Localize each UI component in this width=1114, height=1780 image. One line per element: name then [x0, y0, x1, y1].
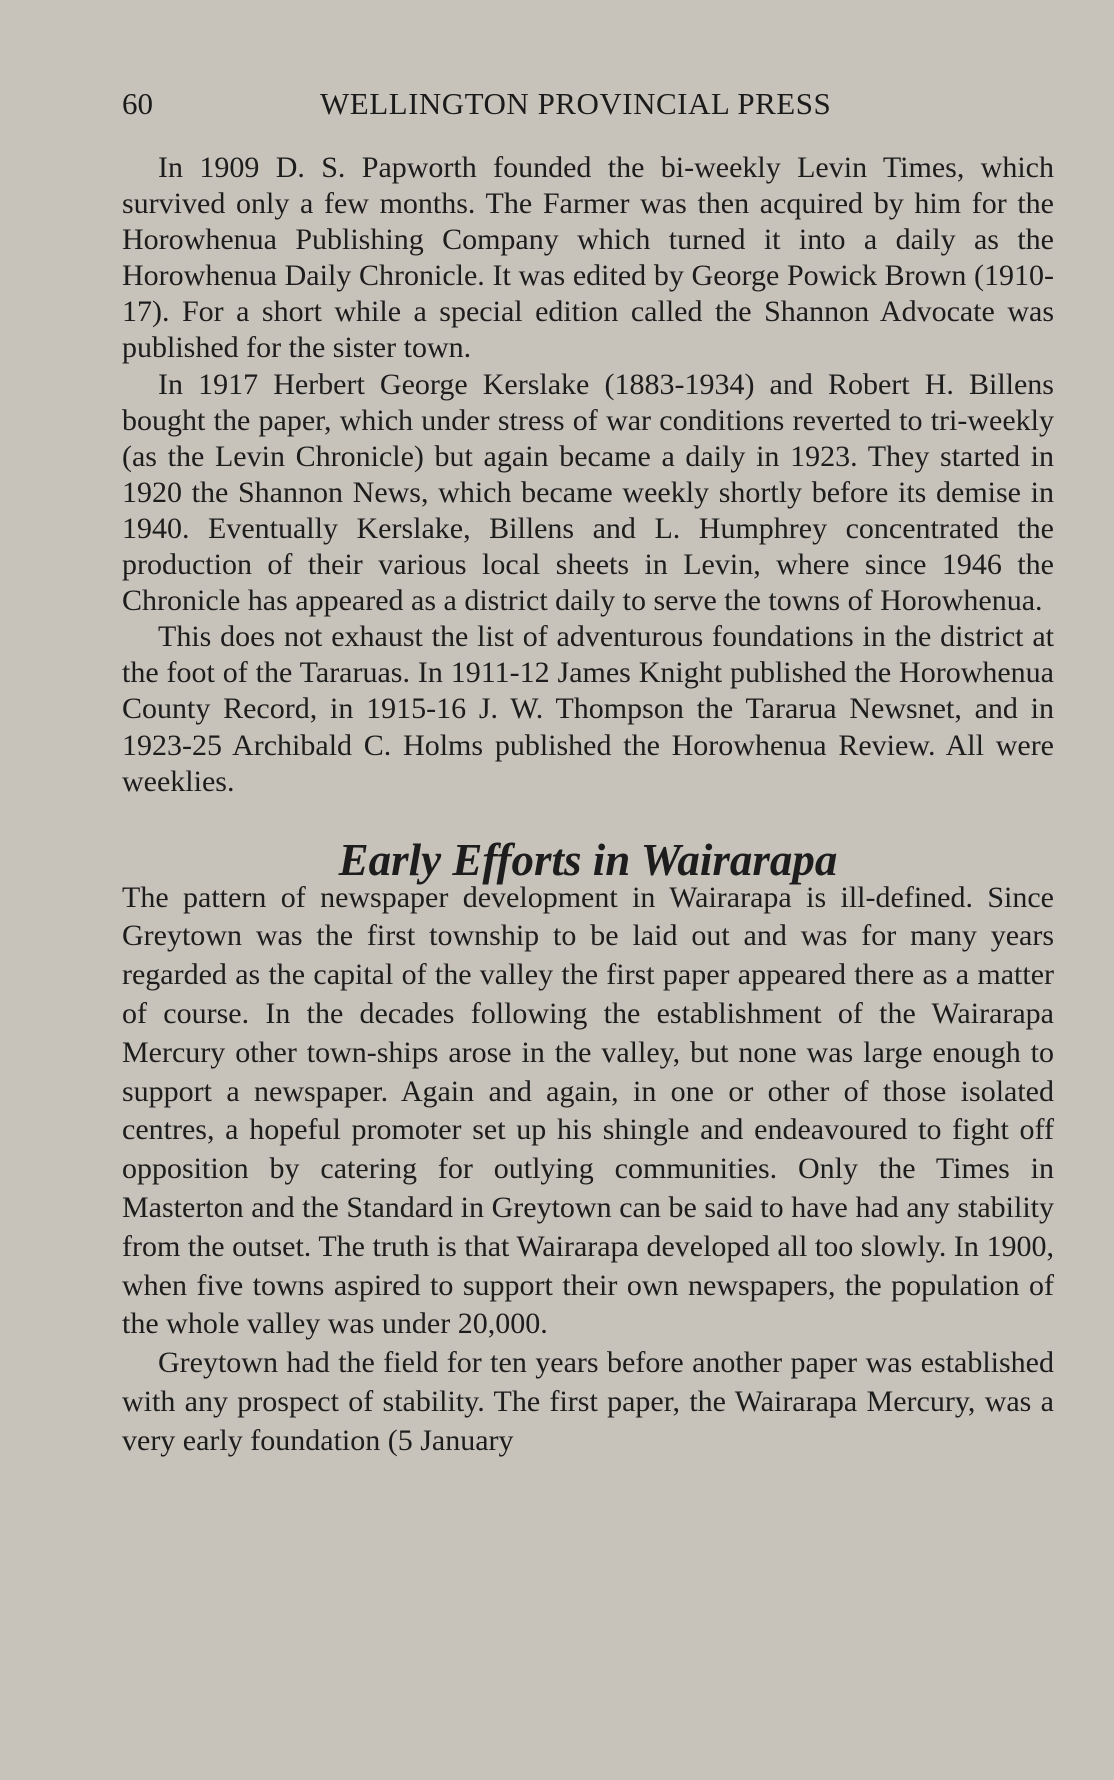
paragraph: This does not exhaust the list of adventurous foundations in the district at the foot of the Tararuas. In 1911-12 James Knight published the Horowhenua County Record, in 1915-16 J. W. Thompson the Tararua Newsnet, and in 1923-25 Archibald C. Holms published the Horowhenua Review. All were weeklies.	[122, 620, 1054, 798]
body-text	[122, 150, 1054, 1461]
page-number: 60	[122, 86, 153, 121]
paragraph: In 1917 Herbert George Kerslake (1883-1934) and Robert H. Billens bought the paper, which under stress of war conditions reverted to tri-weekly (as the Levin Chronicle) but again became a daily in 1923. They started in 1920 the Shannon News, which became weekly shortly before its demise in 1940. Eventually Kerslake, Billens and L. Humphrey concentrated the production of their various local sheets in Levin, where since 1946 the Chronicle has appeared as a district daily to serve the towns of Horowhenua.	[122, 367, 1054, 618]
running-head: WELLINGTON PROVINCIAL PRESS	[320, 86, 832, 121]
paragraph: The pattern of newspaper development in Wairarapa is ill-defined. Since Greytown was the first township to be laid out and was for many years regarded as the capital of the valley the first paper appeared there as a matter of course. In the decades following the establishment of the Wairarapa Mercury other town-ships arose in the valley, but none was large enough to support a newspaper. Again and again, in one or other of those isolated centres, a hopeful promoter set up his shingle and endeavoured to fight off opposition by catering for outlying communities. Only the Times in Masterton and the Standard in Greytown can be said to have had any stability from the outset. The truth is that Wairarapa developed all too slowly. In 1900, when five towns aspired to support their own newspapers, the population of the whole valley was under 20,000.	[122, 880, 1054, 1341]
paragraph: Greytown had the field for ten years before another paper was established with any prospect of stability. The first paper, the Wairarapa Mercury, was a very early foundation (5 January	[122, 1346, 1054, 1457]
page-header	[122, 86, 1058, 126]
section-heading: Early Efforts in Wairarapa	[338, 834, 838, 885]
paragraph: In 1909 D. S. Papworth founded the bi-weekly Levin Times, which survived only a few months. The Farmer was then acquired by him for the Horowhenua Publishing Company which turned it into a daily as the Horowhenua Daily Chronicle. It was edited by George Powick Brown (1910-17). For a short while a special edition called the Shannon Advocate was published for the sister town.	[122, 151, 1054, 365]
